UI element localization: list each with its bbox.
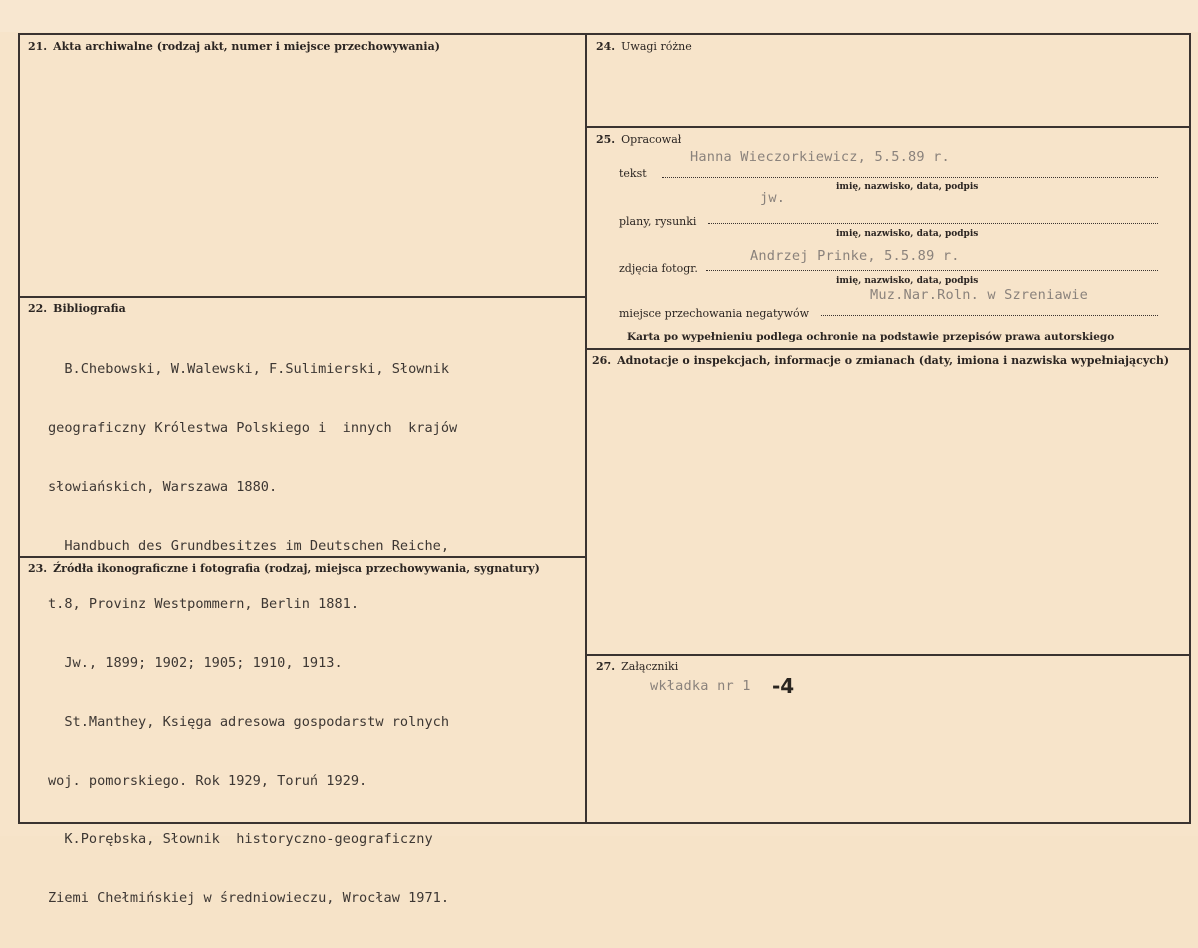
bibliography-line: woj. pomorskiego. Rok 1929, Toruń 1929. [48,772,368,789]
section-23-title: Źródła ikonograficzne i fotografia (rodzaj, miejsca przechowywania, sygnatury) [53,562,540,575]
bibliography-text [48,321,568,948]
bibliography-line: Ziemi Chełmińskiej w średniowieczu, Wrocław 1971. [48,890,450,907]
negatywy-dotted-line [821,315,1158,316]
section-27-title: Załączniki [621,660,679,673]
plany-sublabel: imię, nazwisko, data, podpis [836,229,979,239]
zdjecia-label: zdjęcia fotogr. [619,262,698,275]
section-24-number: 24. [596,40,616,53]
bibliography-line: B.Chebowski, W.Walewski, F.Sulimierski, Słownik [48,361,450,378]
tekst-sublabel: imię, nazwisko, data, podpis [836,182,979,192]
section-24-title: Uwagi różne [621,40,692,53]
section-22-title: Bibliografia [53,302,126,315]
section-24-heading [596,40,692,53]
section-25-heading [596,133,681,146]
bibliography-line: Jw., 1899; 1902; 1905; 1910, 1913. [48,655,343,672]
tekst-dotted-line [662,177,1158,178]
section-21-heading [28,40,440,53]
right-border [1189,33,1191,823]
plany-value: jw. [760,190,786,206]
section-23-heading [28,562,540,575]
divider-25-26 [586,348,1190,350]
attachments-handwritten: -4 [772,674,795,698]
divider-26-27 [586,654,1190,656]
section-25-number: 25. [596,133,616,146]
bibliography-line: t.8, Provinz Westpommern, Berlin 1881. [48,596,359,613]
section-26-heading [592,354,1169,367]
middle-divider [585,33,587,823]
top-strip [0,0,1198,32]
section-26-number: 26. [592,354,612,367]
divider-21-22 [18,296,586,298]
plany-dotted-line [708,223,1158,224]
plany-label: plany, rysunki [619,215,697,228]
section-22-heading [28,302,126,315]
attachments-value: wkładka nr 1 [650,678,751,694]
zdjecia-sublabel: imię, nazwisko, data, podpis [836,276,979,286]
copyright-notice: Karta po wypełnieniu podlega ochronie na podstawie przepisów prawa autorskiego [627,331,1115,343]
bibliography-line: St.Manthey, Księga adresowa gospodarstw rolnych [48,713,450,730]
bibliography-line: Handbuch des Grundbesitzes im Deutschen Reiche, [48,537,450,554]
bibliography-line: geograficzny Królestwa Polskiego i innych krajów [48,419,458,436]
section-22-number: 22. [28,302,48,315]
divider-24-25 [586,126,1190,128]
section-25-title: Opracował [621,133,682,146]
zdjecia-dotted-line [706,270,1158,271]
section-26-title: Adnotacje o inspekcjach, informacje o zmianach (daty, imiona i nazwiska wypełniających) [617,354,1170,367]
tekst-label: tekst [619,167,647,180]
zdjecia-value: Andrzej Prinke, 5.5.89 r. [750,248,960,264]
section-23-number: 23. [28,562,48,575]
left-border [18,33,20,823]
section-21-title: Akta archiwalne (rodzaj akt, numer i miejsce przechowywania) [53,40,440,53]
section-27-heading [596,660,678,673]
section-27-number: 27. [596,660,616,673]
top-border [18,33,1190,35]
tekst-value: Hanna Wieczorkiewicz, 5.5.89 r. [690,149,950,165]
bibliography-line: słowiańskich, Warszawa 1880. [48,478,278,495]
section-21-number: 21. [28,40,48,53]
negatywy-value: Muz.Nar.Roln. w Szreniawie [870,287,1088,303]
negatywy-label: miejsce przechowania negatywów [619,307,810,320]
bibliography-line: K.Porębska, Słownik historyczno-geograficzny [48,831,433,848]
